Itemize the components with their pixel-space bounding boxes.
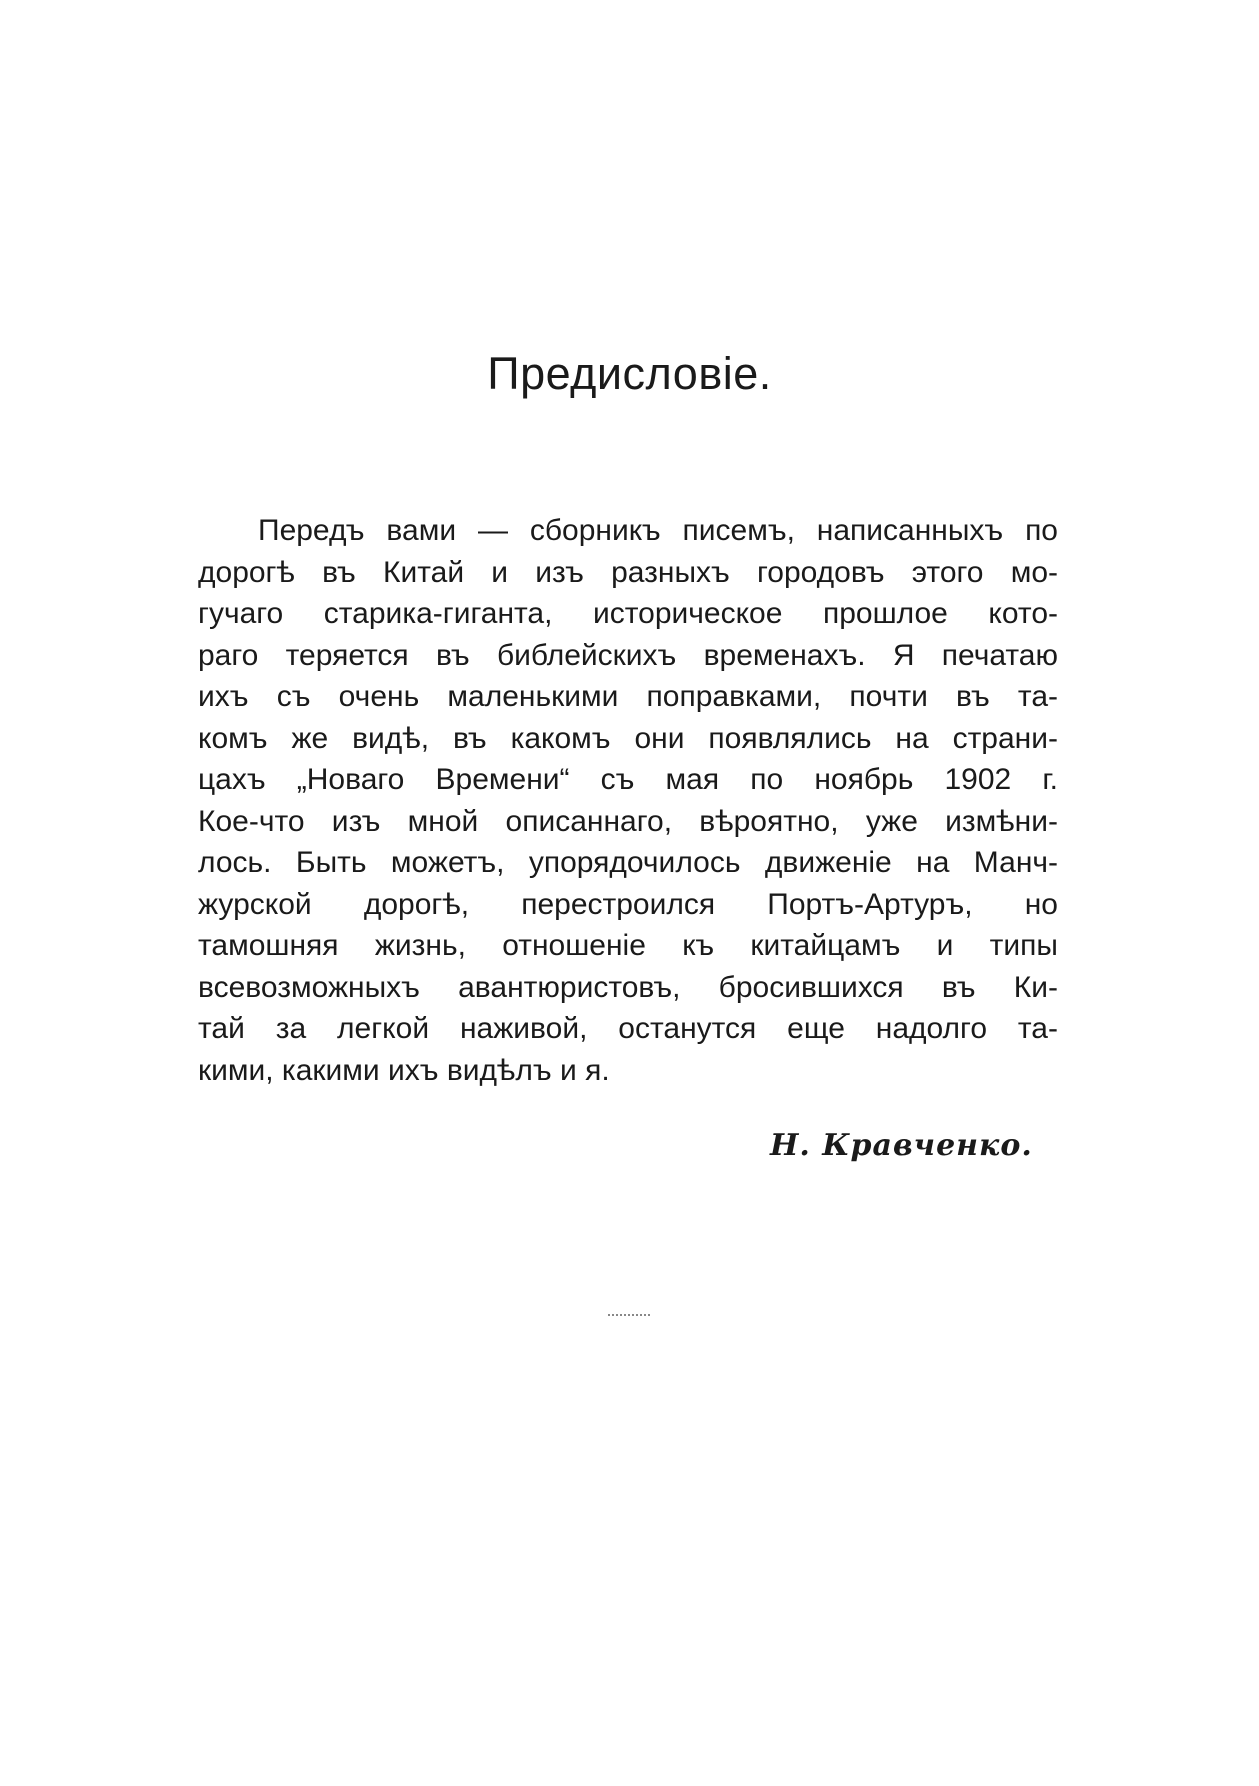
paragraph-line: лось. Быть можетъ, упорядочилось движеніе на Манч- (198, 846, 1058, 879)
paragraph-line: ихъ съ очень маленькими поправками, почти въ та- (198, 680, 1058, 713)
preface-paragraph (198, 510, 1058, 1091)
paragraph-line: тамошняя жизнь, отношеніе къ китайцамъ и типы (198, 929, 1058, 962)
paragraph-line: журской дорогѣ, перестроился Портъ-Артуръ, но (198, 887, 1058, 921)
paragraph-line: тай за легкой наживой, останутся еще надолго та- (198, 1012, 1058, 1045)
paragraph-line: дорогѣ въ Китай и изъ разныхъ городовъ этого мо- (198, 555, 1058, 589)
paragraph-line: гучаго старика-гиганта, историческое прошлое кото- (198, 597, 1058, 630)
paragraph-line: всевозможныхъ авантюристовъ, бросившихся въ Ки- (198, 970, 1058, 1004)
divider-ornament (608, 1314, 650, 1318)
paragraph-line: кими, какими ихъ видѣлъ и я. (198, 1053, 610, 1087)
author-signature: Н. Кравченко. (770, 1128, 1033, 1163)
paragraph-line: Кое-что изъ мной описаннаго, вѣроятно, уже измѣни- (198, 804, 1058, 838)
paragraph-line: цахъ „Новаго Времени“ съ мая по ноябрь 1902 г. (198, 763, 1058, 796)
paragraph-line: раго теряется въ библейскихъ временахъ. Я печатаю (198, 638, 1058, 672)
paragraph-line: комъ же видѣ, въ какомъ они появлялись на страни- (198, 721, 1058, 755)
page-title: Предисловіе. (487, 348, 772, 399)
paragraph-line: Передъ вами — сборникъ писемъ, написанныхъ по (258, 514, 1058, 547)
